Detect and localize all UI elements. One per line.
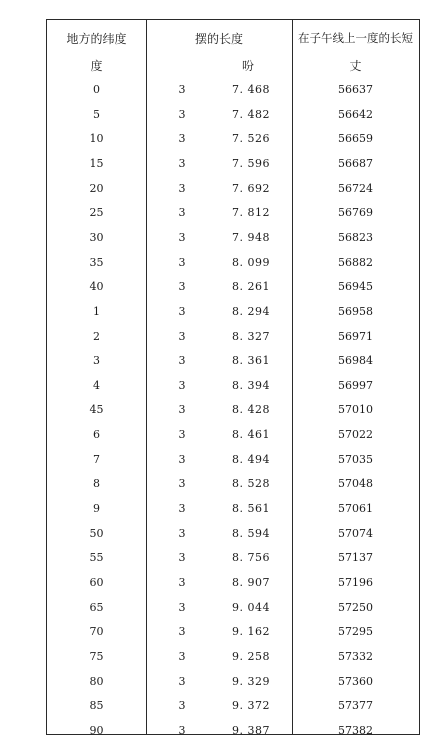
row-meridian-length: 56971 — [338, 330, 373, 343]
row-pendulum-decimal: 9. 258 — [232, 650, 270, 663]
row-latitude: 7 — [93, 453, 100, 466]
row-meridian-length: 56945 — [338, 280, 373, 293]
row-pendulum-decimal: 8. 756 — [232, 551, 270, 564]
row-pendulum-decimal: 7. 526 — [232, 132, 270, 145]
row-pendulum-integer: 3 — [178, 330, 186, 343]
row-meridian-length: 56769 — [338, 206, 373, 219]
row-latitude: 50 — [89, 527, 104, 540]
row-latitude: 10 — [89, 132, 104, 145]
row-pendulum-decimal: 9. 387 — [232, 724, 270, 737]
row-latitude: 15 — [89, 157, 104, 170]
row-pendulum-decimal: 8. 099 — [232, 256, 270, 269]
row-latitude: 1 — [93, 305, 100, 318]
row-pendulum-integer: 3 — [178, 157, 186, 170]
row-pendulum-integer: 3 — [178, 576, 186, 589]
row-latitude: 60 — [89, 576, 104, 589]
row-latitude: 8 — [93, 477, 100, 490]
row-latitude: 6 — [93, 428, 100, 441]
row-pendulum-integer: 3 — [178, 379, 186, 392]
row-meridian-length: 56637 — [338, 83, 373, 96]
row-latitude: 55 — [89, 551, 104, 564]
row-meridian-length: 56958 — [338, 305, 373, 318]
row-pendulum-decimal: 9. 329 — [232, 675, 270, 688]
row-meridian-length: 56724 — [338, 182, 373, 195]
row-pendulum-decimal: 8. 461 — [232, 428, 270, 441]
row-latitude: 30 — [89, 231, 104, 244]
row-meridian-length: 56659 — [338, 132, 373, 145]
row-pendulum-integer: 3 — [178, 256, 186, 269]
row-pendulum-decimal: 9. 044 — [232, 601, 270, 614]
row-pendulum-integer: 3 — [178, 453, 186, 466]
row-latitude: 70 — [89, 625, 104, 638]
row-pendulum-decimal: 7. 596 — [232, 157, 270, 170]
row-pendulum-decimal: 8. 294 — [232, 305, 270, 318]
row-meridian-length: 57022 — [338, 428, 373, 441]
unit-pendulum: 吩 — [242, 59, 255, 73]
row-pendulum-decimal: 9. 372 — [232, 699, 270, 712]
row-pendulum-decimal: 8. 261 — [232, 280, 270, 293]
row-latitude: 65 — [89, 601, 104, 614]
row-latitude: 40 — [89, 280, 104, 293]
row-pendulum-integer: 3 — [178, 625, 186, 638]
unit-latitude: 度 — [90, 59, 103, 73]
row-meridian-length: 57250 — [338, 601, 373, 614]
row-latitude: 20 — [89, 182, 104, 195]
row-meridian-length: 57360 — [338, 675, 373, 688]
row-pendulum-integer: 3 — [178, 601, 186, 614]
row-pendulum-integer: 3 — [178, 132, 186, 145]
row-latitude: 25 — [89, 206, 104, 219]
row-pendulum-decimal: 7. 692 — [232, 182, 270, 195]
row-pendulum-integer: 3 — [178, 108, 186, 121]
row-meridian-length: 56984 — [338, 354, 373, 367]
row-pendulum-integer: 3 — [178, 650, 186, 663]
row-meridian-length: 56642 — [338, 108, 373, 121]
row-latitude: 75 — [89, 650, 104, 663]
row-meridian-length: 57295 — [338, 625, 373, 638]
row-latitude: 4 — [93, 379, 100, 392]
row-pendulum-decimal: 8. 561 — [232, 502, 270, 515]
row-pendulum-decimal: 7. 812 — [232, 206, 270, 219]
row-pendulum-decimal: 7. 468 — [232, 83, 270, 96]
unit-meridian: 丈 — [349, 59, 362, 73]
row-pendulum-decimal: 7. 948 — [232, 231, 270, 244]
row-latitude: 2 — [93, 330, 100, 343]
row-meridian-length: 57137 — [338, 551, 373, 564]
row-meridian-length: 56687 — [338, 157, 373, 170]
row-latitude: 45 — [89, 403, 104, 416]
row-pendulum-integer: 3 — [178, 354, 186, 367]
header-pendulum-length: 摆的长度 — [194, 32, 243, 46]
row-meridian-length: 57035 — [338, 453, 373, 466]
row-pendulum-integer: 3 — [178, 231, 186, 244]
row-meridian-length: 57048 — [338, 477, 373, 490]
row-pendulum-decimal: 8. 361 — [232, 354, 270, 367]
row-pendulum-decimal: 7. 482 — [232, 108, 270, 121]
row-latitude: 9 — [93, 502, 100, 515]
row-pendulum-integer: 3 — [178, 182, 186, 195]
row-pendulum-integer: 3 — [178, 428, 186, 441]
row-latitude: 85 — [89, 699, 104, 712]
row-pendulum-integer: 3 — [178, 699, 186, 712]
header-meridian-degree-length: 在子午线上一度的长短 — [298, 31, 413, 45]
row-meridian-length: 57332 — [338, 650, 373, 663]
row-latitude: 90 — [89, 724, 104, 737]
row-latitude: 3 — [93, 354, 100, 367]
row-pendulum-decimal: 8. 394 — [232, 379, 270, 392]
row-pendulum-decimal: 8. 528 — [232, 477, 270, 490]
row-meridian-length: 56823 — [338, 231, 373, 244]
row-latitude: 35 — [89, 256, 104, 269]
row-pendulum-integer: 3 — [178, 675, 186, 688]
row-meridian-length: 57010 — [338, 403, 373, 416]
row-pendulum-integer: 3 — [178, 206, 186, 219]
row-meridian-length: 57382 — [338, 724, 373, 737]
row-pendulum-integer: 3 — [178, 527, 186, 540]
row-meridian-length: 57074 — [338, 527, 373, 540]
row-pendulum-decimal: 8. 327 — [232, 330, 270, 343]
row-pendulum-integer: 3 — [178, 551, 186, 564]
row-pendulum-integer: 3 — [178, 280, 186, 293]
row-pendulum-integer: 3 — [178, 477, 186, 490]
header-latitude: 地方的纬度 — [66, 32, 127, 46]
row-meridian-length: 57377 — [338, 699, 373, 712]
latitude-pendulum-table — [46, 19, 420, 735]
row-pendulum-integer: 3 — [178, 305, 186, 318]
row-pendulum-integer: 3 — [178, 83, 186, 96]
row-latitude: 0 — [93, 83, 100, 96]
row-meridian-length: 57196 — [338, 576, 373, 589]
row-meridian-length: 56997 — [338, 379, 373, 392]
row-pendulum-integer: 3 — [178, 724, 186, 737]
row-pendulum-decimal: 8. 494 — [232, 453, 270, 466]
row-meridian-length: 56882 — [338, 256, 373, 269]
row-pendulum-integer: 3 — [178, 403, 186, 416]
row-pendulum-decimal: 9. 162 — [232, 625, 270, 638]
row-meridian-length: 57061 — [338, 502, 373, 515]
row-latitude: 5 — [93, 108, 100, 121]
row-pendulum-decimal: 8. 428 — [232, 403, 270, 416]
row-pendulum-decimal: 8. 907 — [232, 576, 270, 589]
row-latitude: 80 — [89, 675, 104, 688]
row-pendulum-integer: 3 — [178, 502, 186, 515]
row-pendulum-decimal: 8. 594 — [232, 527, 270, 540]
